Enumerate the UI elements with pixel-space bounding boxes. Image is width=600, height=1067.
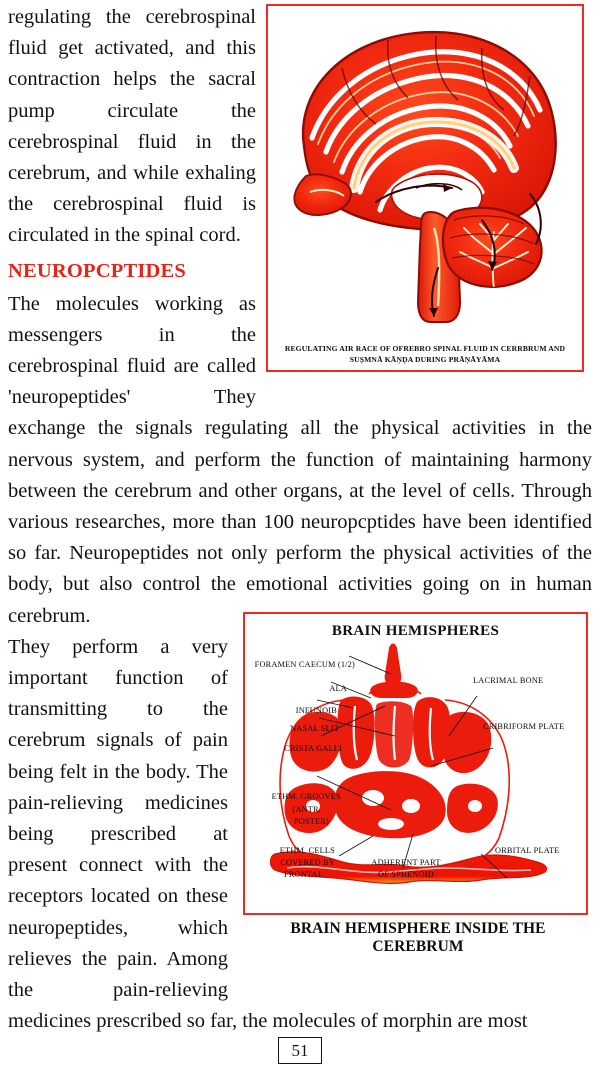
label-cribriform-plate: CRIBRIFORM PLATE [483,722,565,731]
section-heading-neuropeptides: NEUROPCPTIDES [8,259,187,282]
figure-brain-hemispheres [243,612,588,915]
label-ethm-grooves-antr: (ANTR. [292,805,321,814]
figure-2-caption: BRAIN HEMISPHERE INSIDE THE CEREBRUM [290,920,546,955]
cerebellum [443,208,542,290]
label-adherent-sphenoid-line-1: ADHERENT PART [371,858,441,867]
label-ethm-grooves-poster: POSTER) [293,817,329,826]
label-ethm-cells-line-3: FRONTAL [284,870,323,879]
page-number: 51 [278,1037,322,1064]
figure-sagittal-brain-artwork [268,6,582,324]
paragraph-neuropeptides: The molecules working as messengers in the cerebrospinal fluid are called 'neuropeptides' They exchange the signals regulating all the physical activities in the nervous system, and perform the function of maintaining harmony between the cerebrum and other organs, at the level of cells. Through various researches, more than 100 neuropcptides have been identified so far. Neuropeptides not only perform the physical activities of the body, but also control the emotional activities going on in human cerebrum. [8,292,592,627]
figure-1-caption-line-1: REGULATING AIR RACE OF OFREBRO SPINAL FLUID IN CERRBRUM AND [284,344,566,353]
label-ethm-cells-line-2: COVERED BY [280,858,335,867]
figure-1-caption-line-2: SUṢMNĀ KĀṆḌA DURING PRĀṆĀYĀMA [349,355,501,364]
label-lacrimal-bone: LACRIMAL BONE [473,676,544,685]
label-adherent-sphenoid-line-2: OF SPHENOID [378,870,434,879]
label-infunoib: INFUNOIB [295,706,337,715]
figure-1-caption [272,343,578,365]
label-orbital-plate: ORBITAL PLATE [495,846,560,855]
label-nasal-slit: NASAL SLIT [290,724,339,733]
paragraph-pain-signals: They perform a very important function of transmitting to the cerebrum signals of pain being felt in the body. The pain-relieving medicines being prescribed at present connect with the receptors located on these neuropeptides, which relieves the pain. Among the pain-relieving medicines prescribed so far, the molecules of morphin are most [8,635,528,1033]
figure-2-title: BRAIN HEMISPHERES [331,623,500,639]
figure-sagittal-brain [266,4,584,372]
label-crista-galli: CRISTA GALLI [284,744,342,753]
label-foramen-caecum: FORAMEN CAECUM (1/2) [254,660,355,669]
label-ethm-cells-line-1: ETHM. CELLS [279,846,335,855]
paragraph-intro: regulating the cerebrospinal fluid get activated, and this contraction helps the sacral pump circulate the cerebrospinal fluid in the cerebrum, and while exhaling the cerebrospinal fluid is circulated in the spinal cord. [8,6,256,247]
label-ethm-grooves: ETHM. GROOVES [271,792,341,801]
label-ala: ALA [329,684,347,693]
